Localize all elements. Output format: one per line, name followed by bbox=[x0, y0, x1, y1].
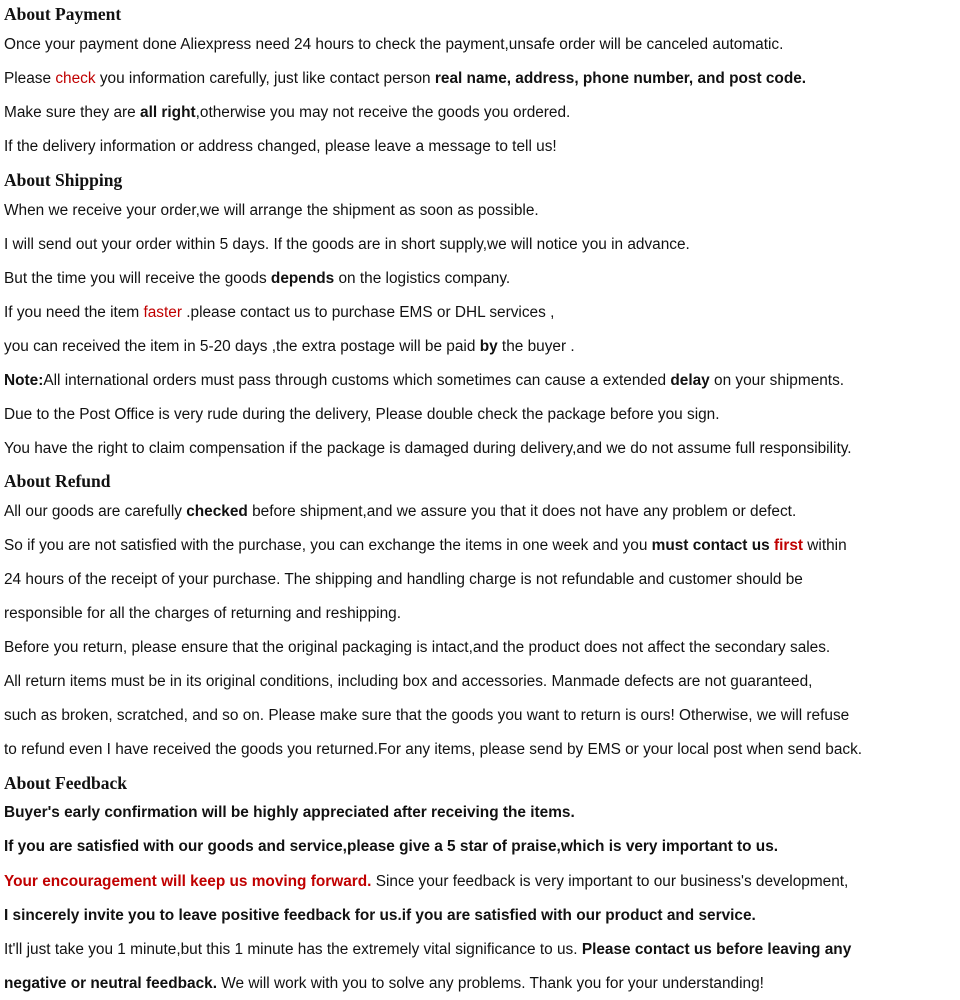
heading-about-feedback: About Feedback bbox=[4, 773, 127, 793]
refund-line-7: such as broken, scratched, and so on. Please make sure that the goods you want to return is ours! Otherwise, we will refuse bbox=[4, 707, 850, 724]
refund-line-5: Before you return, please ensure that the original packaging is intact,and the product does not affect the secondary sales. bbox=[4, 639, 831, 656]
feedback-line-4: I sincerely invite you to leave positive feedback for us.if you are satisfied with our product and service. bbox=[4, 907, 756, 924]
payment-line-1: Once your payment done Aliexpress need 24 hours to check the payment,unsafe order will be canceled automatic. bbox=[4, 36, 784, 53]
refund-line-6: All return items must be in its original conditions, including box and accessories. Manmade defects are not guaranteed, bbox=[4, 673, 813, 690]
highlight-check: check bbox=[55, 70, 96, 87]
feedback-line-2: If you are satisfied with our goods and service,please give a 5 star of praise,which is very important to us. bbox=[4, 838, 779, 855]
payment-line-3: Make sure they are all right,otherwise you may not receive the goods you ordered. bbox=[4, 104, 571, 121]
shipping-line-3: But the time you will receive the goods depends on the logistics company. bbox=[4, 270, 511, 287]
highlight-first: first bbox=[773, 537, 804, 554]
shipping-line-4: If you need the item faster .please contact us to purchase EMS or DHL services , bbox=[4, 304, 555, 321]
feedback-line-5: It'll just take you 1 minute,but this 1 minute has the extremely vital significance to us. Please contact us before leaving any bbox=[4, 941, 852, 958]
feedback-line-6: negative or neutral feedback. We will work with you to solve any problems. Thank you for your understanding! bbox=[4, 975, 764, 992]
shipping-line-5: you can received the item in 5-20 days ,the extra postage will be paid by the buyer . bbox=[4, 338, 575, 355]
heading-about-shipping: About Shipping bbox=[4, 170, 123, 190]
payment-line-4: If the delivery information or address changed, please leave a message to tell us! bbox=[4, 138, 557, 155]
shipping-line-8: You have the right to claim compensation if the package is damaged during delivery,and we do not assume full responsibility. bbox=[4, 440, 852, 457]
heading-about-payment: About Payment bbox=[4, 4, 122, 24]
refund-line-3: 24 hours of the receipt of your purchase. The shipping and handling charge is not refundable and customer should be bbox=[4, 571, 803, 588]
highlight-encouragement: Your encouragement will keep us moving forward. bbox=[4, 873, 372, 890]
note-label: Note: bbox=[4, 372, 44, 389]
refund-line-1: All our goods are carefully checked before shipment,and we assure you that it does not have any problem or defect. bbox=[4, 503, 797, 520]
refund-line-4: responsible for all the charges of returning and reshipping. bbox=[4, 605, 401, 622]
shipping-line-7: Due to the Post Office is very rude during the delivery, Please double check the package before you sign. bbox=[4, 406, 720, 423]
refund-line-2: So if you are not satisfied with the purchase, you can exchange the items in one week and you must contact us first within bbox=[4, 537, 847, 554]
payment-line-2: Please check you information carefully, just like contact person real name, address, phone number, and post code. bbox=[4, 70, 807, 87]
shipping-line-6: Note:All international orders must pass through customs which sometimes can cause a extended delay on your shipments. bbox=[4, 372, 845, 389]
refund-line-8: to refund even I have received the goods you returned.For any items, please send by EMS or your local post when send back. bbox=[4, 741, 863, 758]
shipping-line-2: I will send out your order within 5 days. If the goods are in short supply,we will notice you in advance. bbox=[4, 236, 690, 253]
highlight-faster: faster bbox=[143, 304, 182, 321]
feedback-line-3: Your encouragement will keep us moving forward. Since your feedback is very important to our business's development, bbox=[4, 873, 849, 890]
shipping-line-1: When we receive your order,we will arrange the shipment as soon as possible. bbox=[4, 202, 539, 219]
feedback-line-1: Buyer's early confirmation will be highly appreciated after receiving the items. bbox=[4, 804, 575, 821]
heading-about-refund: About Refund bbox=[4, 471, 111, 491]
